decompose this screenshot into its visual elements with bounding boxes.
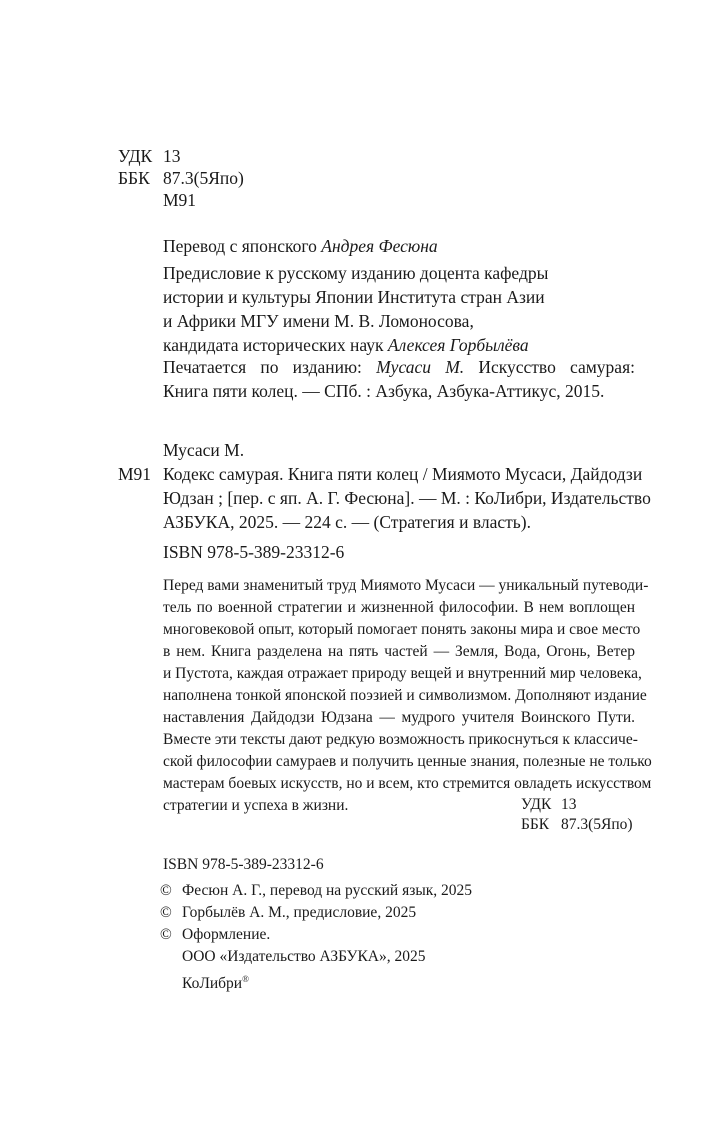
isbn-main: ISBN 978-5-389-23312-6: [163, 542, 345, 562]
source-block: [163, 355, 635, 403]
record-author-heading: Мусаси М.: [163, 440, 245, 460]
annotation: [163, 575, 652, 817]
source-line-1: [163, 355, 635, 379]
source-prefix: Печатается по изданию:: [163, 357, 362, 377]
udk-label: УДК: [118, 146, 153, 166]
udk-value-small: 13: [561, 796, 577, 813]
annotation-line: многовековой опыт, который помогает понять законы мира и свое место: [163, 621, 641, 638]
brand-name: КоЛибри: [182, 975, 243, 993]
record-mark: М91: [118, 464, 152, 484]
copyright-entry: [160, 902, 472, 924]
annotation-line: наставления Дайдодзи Юдзана — мудрого учителя Воинского Пути.: [163, 709, 635, 726]
record-line: Кодекс самурая. Книга пяти колец / Миямото Мусаси, Дайдодзи: [163, 464, 643, 484]
annotation-line: мастерам боевых искусств, но и всем, кто стремится овладеть искусством: [163, 775, 652, 792]
isbn-footer: ISBN 978-5-389-23312-6: [163, 856, 324, 873]
record-line: АЗБУКА, 2025. — 224 с. — (Стратегия и власть).: [163, 512, 531, 532]
preface-last-prefix: кандидата исторических наук: [163, 335, 384, 355]
preface-block: [163, 261, 548, 357]
udk-value: 13: [163, 146, 181, 166]
copyright-continuation-brand: [160, 968, 472, 995]
source-title: Искусство самурая:: [478, 357, 635, 377]
author-mark: М91: [163, 190, 197, 210]
copyright-block: [160, 880, 472, 995]
copyright-symbol: ©: [160, 882, 172, 899]
preface-last-line: [163, 333, 548, 357]
bbk-code-small: [521, 814, 633, 836]
annotation-line: Вместе эти тексты дают редкую возможность прикоснуться к классиче-: [163, 731, 638, 748]
annotation-line: наполнена тонкой японской поэзией и символизмом. Дополняют издание: [163, 687, 647, 704]
preface-line: и Африки МГУ имени М. В. Ломоносова,: [163, 311, 474, 331]
copyright-entry: [160, 924, 472, 946]
preface-line: истории и культуры Японии Института стран Азии: [163, 287, 545, 307]
annotation-line: в нем. Книга разделена на пять частей — Земля, Вода, Огонь, Ветер: [163, 643, 635, 660]
translation-prefix: Перевод с японского: [163, 236, 317, 256]
copyright-text: Фесюн А. Г., перевод на русский язык, 2025: [182, 882, 473, 899]
copyright-symbol: ©: [160, 926, 172, 943]
annotation-line: тель по военной стратегии и жизненной философии. В нем воплощен: [163, 599, 635, 616]
preface-author: Алексея Горбылёва: [387, 335, 529, 355]
bbk-label-small: ББК: [521, 816, 550, 833]
copyright-text: Горбылёв А. М., предисловие, 2025: [182, 904, 417, 921]
annotation-line: стратегии и успеха в жизни.: [163, 797, 349, 814]
copyright-continuation: ООО «Издательство АЗБУКА», 2025: [182, 948, 426, 965]
annotation-line: и Пустота, каждая отражает природу вещей и внутренний мир человека,: [163, 665, 642, 682]
udk-code: [118, 144, 181, 168]
bbk-code: [118, 166, 244, 190]
udk-label-small: УДК: [521, 796, 552, 813]
registered-mark: ®: [242, 974, 249, 984]
annotation-line: ской философии самураев и получить ценные знания, полезные не только: [163, 753, 652, 770]
copyright-text: Оформление.: [182, 926, 271, 943]
udk-code-small: [521, 794, 577, 816]
bbk-value: 87.3(5Япо): [163, 168, 244, 188]
translation-line: [163, 234, 438, 258]
source-author: Мусаси М.: [376, 357, 465, 377]
annotation-line: Перед вами знаменитый труд Миямото Мусаси — уникальный путеводи-: [163, 577, 649, 594]
bbk-label: ББК: [118, 168, 150, 188]
copyright-entry: [160, 880, 472, 902]
source-line-2: Книга пяти колец. — СПб. : Азбука, Азбука-Аттикус, 2015.: [163, 381, 605, 401]
translator-name: Андрея Фесюна: [321, 236, 438, 256]
preface-line: Предисловие к русскому изданию доцента кафедры: [163, 263, 549, 283]
copyright-symbol: ©: [160, 904, 172, 921]
record-body: [163, 462, 651, 534]
bbk-value-small: 87.3(5Япо): [561, 816, 633, 833]
record-line: Юдзан ; [пер. с яп. А. Г. Фесюна]. — М. : КоЛибри, Издательство: [163, 488, 651, 508]
